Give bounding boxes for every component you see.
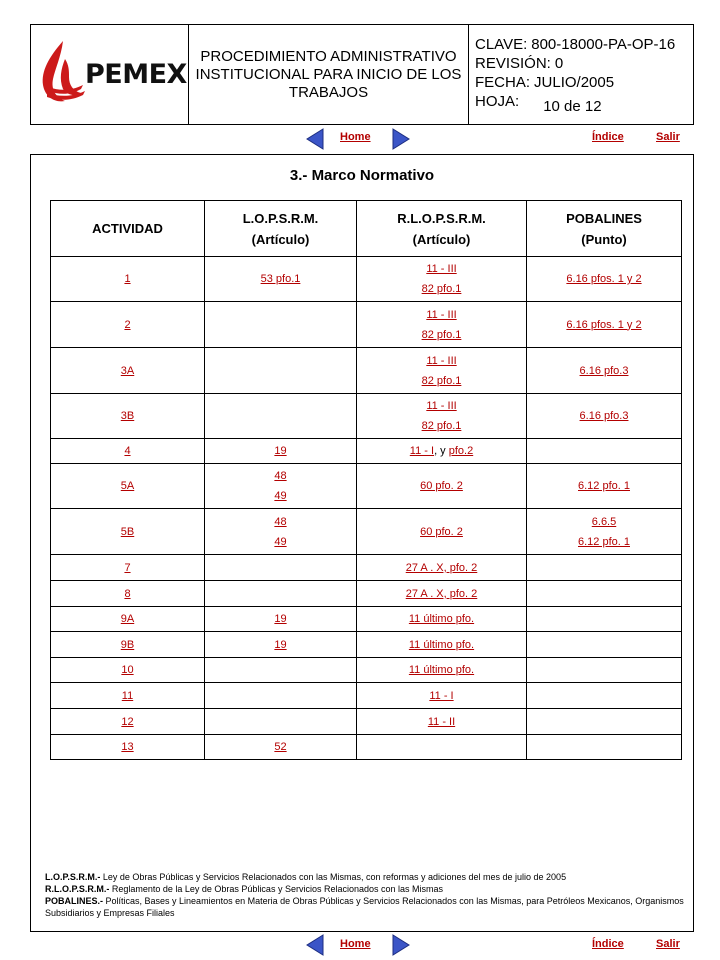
cell-actividad (51, 439, 205, 464)
actividad-link[interactable]: 3A (120, 364, 135, 377)
cell-rlopsrm (357, 257, 527, 302)
actividad-link[interactable]: 11 (121, 689, 134, 702)
cell-pobalines-link[interactable]: 6.12 pfo. 1 (578, 480, 630, 492)
actividad-link[interactable]: 9A (120, 613, 135, 625)
cell-lopsrm-link[interactable]: 19 (274, 445, 287, 457)
cell-rlopsrm-link[interactable]: 11 - III (426, 400, 457, 412)
actividad-link[interactable]: 9B (120, 638, 135, 651)
table-body (51, 257, 682, 760)
cell-actividad (51, 709, 205, 735)
actividad-link[interactable]: 10 (121, 664, 134, 676)
cell-lopsrm-link[interactable]: 49 (274, 535, 287, 548)
cell-lopsrm-link[interactable]: 52 (274, 741, 287, 753)
cell-lopsrm-link[interactable]: 48 (274, 470, 287, 482)
previous-arrow-icon[interactable] (306, 934, 324, 956)
cell-rlopsrm (357, 394, 527, 439)
cell-rlopsrm (357, 509, 527, 555)
hoja-label: HOJA: (475, 93, 520, 110)
top-nav (0, 126, 720, 152)
section-title: 3.- Marco Normativo (289, 167, 435, 184)
cell-lopsrm-link[interactable]: 48 (274, 515, 287, 528)
cell-rlopsrm-text: , y (434, 445, 449, 457)
table-row (51, 302, 682, 348)
table-row (51, 735, 682, 760)
actividad-link[interactable]: 12 (121, 715, 134, 728)
cell-rlopsrm-link[interactable]: 11 - III (426, 308, 457, 321)
actividad-link[interactable]: 5A (120, 480, 135, 492)
cell-rlopsrm-link[interactable]: 82 pfo.1 (421, 328, 462, 341)
cell-pobalines (527, 439, 682, 464)
salir-link[interactable]: Salir (656, 131, 680, 143)
pemex-logo-text: PEMEX (85, 59, 187, 90)
table-row (51, 683, 682, 709)
cell-pobalines (527, 348, 682, 394)
cell-actividad (51, 581, 205, 607)
cell-actividad (51, 735, 205, 760)
cell-pobalines (527, 658, 682, 683)
header-rlopsrm: R.L.O.P.S.R.M. (Artículo) (357, 201, 527, 257)
clave-label: CLAVE: (475, 36, 528, 53)
table-row (51, 555, 682, 581)
clave-value: 800-18000-PA-OP-16 (531, 36, 676, 53)
bottom-nav (0, 932, 720, 958)
cell-rlopsrm-link[interactable]: 11 - I (409, 445, 435, 457)
actividad-link[interactable]: 5B (120, 525, 135, 538)
cell-pobalines-link[interactable]: 6.16 pfos. 1 y 2 (566, 273, 642, 285)
cell-lopsrm (205, 555, 357, 581)
next-arrow-icon[interactable] (392, 128, 410, 150)
indice-link[interactable]: Índice (592, 938, 624, 950)
cell-rlopsrm (357, 555, 527, 581)
cell-lopsrm-link[interactable]: 19 (274, 638, 287, 651)
cell-lopsrm-link[interactable]: 53 pfo.1 (260, 273, 301, 285)
cell-pobalines-link[interactable]: 6.16 pfo.3 (579, 364, 629, 377)
cell-rlopsrm (357, 632, 527, 658)
clave-row (475, 35, 693, 54)
cell-actividad (51, 509, 205, 555)
actividad-link[interactable]: 2 (124, 318, 131, 331)
cell-actividad (51, 555, 205, 581)
table-row (51, 257, 682, 302)
cell-actividad (51, 464, 205, 509)
table-row (51, 439, 682, 464)
cell-rlopsrm-link[interactable]: 82 pfo.1 (421, 374, 462, 387)
cell-lopsrm-link[interactable]: 19 (274, 613, 287, 625)
cell-pobalines (527, 607, 682, 632)
cell-actividad (51, 683, 205, 709)
cell-rlopsrm (357, 348, 527, 394)
cell-rlopsrm-link[interactable]: pfo.2 (448, 445, 474, 457)
cell-lopsrm (205, 464, 357, 509)
cell-rlopsrm-link[interactable]: 11 último pfo. (408, 613, 475, 625)
table-row (51, 709, 682, 735)
cell-rlopsrm-link[interactable]: 60 pfo. 2 (420, 525, 463, 538)
cell-pobalines (527, 632, 682, 658)
footnotes (45, 871, 690, 919)
salir-link[interactable]: Salir (656, 938, 680, 950)
actividad-link[interactable]: 8 (124, 587, 131, 600)
cell-pobalines (527, 509, 682, 555)
indice-link[interactable]: Índice (592, 131, 624, 143)
cell-rlopsrm-link[interactable]: 27 A . X, pfo. 2 (405, 587, 478, 600)
cell-rlopsrm-link[interactable]: 82 pfo.1 (421, 420, 462, 432)
fecha-value: JULIO/2005 (534, 74, 615, 91)
cell-actividad (51, 348, 205, 394)
cell-rlopsrm (357, 439, 527, 464)
cell-pobalines (527, 302, 682, 348)
table-row (51, 509, 682, 555)
cell-rlopsrm (357, 464, 527, 509)
header-pobalines: POBALINES (Punto) (527, 201, 682, 257)
revision-value: 0 (554, 55, 564, 72)
table-row (51, 394, 682, 439)
table-row (51, 607, 682, 632)
cell-lopsrm (205, 439, 357, 464)
actividad-link[interactable]: 1 (124, 273, 131, 285)
table-row (51, 348, 682, 394)
cell-lopsrm (205, 581, 357, 607)
cell-pobalines (527, 581, 682, 607)
cell-rlopsrm (357, 607, 527, 632)
home-link[interactable]: Home (340, 131, 371, 143)
cell-lopsrm (205, 709, 357, 735)
header-actividad: ACTIVIDAD (51, 201, 205, 257)
cell-rlopsrm-link[interactable]: 27 A . X, pfo. 2 (405, 561, 478, 574)
cell-lopsrm (205, 302, 357, 348)
cell-rlopsrm (357, 581, 527, 607)
previous-arrow-icon[interactable] (306, 128, 324, 150)
table-row (51, 658, 682, 683)
cell-lopsrm (205, 394, 357, 439)
footnote-lopsrm: L.O.P.S.R.M.- Ley de Obras Públicas y Servicios Relacionados con las Mismas, con reformas y adiciones del mes de julio de 2005 (45, 872, 567, 882)
marco-normativo-table (50, 200, 682, 760)
hoja-value: 10 de 12 (543, 98, 602, 115)
cell-rlopsrm-link[interactable]: 11 - II (427, 715, 456, 728)
cell-actividad (51, 607, 205, 632)
cell-pobalines-link[interactable]: 6.6.5 (591, 515, 617, 528)
cell-pobalines (527, 464, 682, 509)
cell-rlopsrm-link[interactable]: 82 pfo.1 (421, 283, 462, 295)
pemex-logo (31, 25, 189, 124)
header-lopsrm: L.O.P.S.R.M. (Artículo) (205, 201, 357, 257)
cell-pobalines (527, 735, 682, 760)
cell-pobalines-link[interactable]: 6.12 pfo. 1 (578, 535, 630, 548)
table-row (51, 632, 682, 658)
document-header (30, 24, 694, 125)
cell-pobalines (527, 555, 682, 581)
cell-pobalines-link[interactable]: 6.16 pfo.3 (579, 410, 629, 422)
cell-actividad (51, 302, 205, 348)
fecha-label: FECHA: (475, 74, 531, 91)
cell-lopsrm (205, 509, 357, 555)
cell-pobalines (527, 257, 682, 302)
cell-actividad (51, 658, 205, 683)
footnote-pobalines: POBALINES.- Políticas, Bases y Lineamientos en Materia de Obras Públicas y Servicios Relacionados con las Mismas, para Petróleos Mexicanos, Organismos Subsidiarios y Empresas Filiales (45, 896, 684, 918)
cell-rlopsrm (357, 302, 527, 348)
cell-lopsrm (205, 735, 357, 760)
table-header-row (51, 201, 682, 257)
fecha-row (475, 73, 693, 92)
actividad-link[interactable]: 4 (124, 445, 131, 457)
cell-rlopsrm-link[interactable]: 11 último pfo. (408, 638, 475, 651)
cell-pobalines-link[interactable]: 6.16 pfos. 1 y 2 (566, 318, 642, 331)
document-info (469, 25, 693, 124)
cell-lopsrm (205, 632, 357, 658)
footnote-rlopsrm: R.L.O.P.S.R.M.- Reglamento de la Ley de Obras Públicas y Servicios Relacionados con las Mismas (45, 884, 444, 894)
cell-lopsrm (205, 348, 357, 394)
next-arrow-icon[interactable] (392, 934, 410, 956)
cell-rlopsrm (357, 709, 527, 735)
content-box (30, 154, 694, 932)
revision-row (475, 54, 693, 73)
cell-rlopsrm-link[interactable]: 11 - III (426, 263, 457, 275)
cell-pobalines (527, 394, 682, 439)
cell-rlopsrm-link[interactable]: 11 último pfo. (408, 664, 475, 676)
hoja-row (475, 92, 693, 116)
cell-pobalines (527, 709, 682, 735)
cell-rlopsrm (357, 683, 527, 709)
cell-lopsrm (205, 257, 357, 302)
actividad-link[interactable]: 3B (120, 410, 135, 422)
cell-actividad (51, 257, 205, 302)
home-link[interactable]: Home (340, 938, 371, 950)
actividad-link[interactable]: 7 (124, 561, 131, 574)
cell-lopsrm (205, 683, 357, 709)
table-row (51, 464, 682, 509)
cell-rlopsrm-link[interactable]: 11 - III (426, 354, 457, 367)
table-row (51, 581, 682, 607)
cell-rlopsrm (357, 658, 527, 683)
revision-label: REVISIÓN: (475, 55, 551, 72)
cell-pobalines (527, 683, 682, 709)
cell-actividad (51, 394, 205, 439)
cell-rlopsrm-link[interactable]: 11 - I (429, 689, 454, 702)
document-title: PROCEDIMIENTO ADMINISTRATIVO INSTITUCIONAL PARA INICIO DE LOS TRABAJOS (189, 25, 469, 124)
cell-rlopsrm-link[interactable]: 60 pfo. 2 (420, 480, 463, 492)
cell-rlopsrm (357, 735, 527, 760)
cell-lopsrm (205, 658, 357, 683)
cell-actividad (51, 632, 205, 658)
actividad-link[interactable]: 13 (121, 741, 134, 753)
cell-lopsrm (205, 607, 357, 632)
cell-lopsrm-link[interactable]: 49 (274, 490, 287, 502)
